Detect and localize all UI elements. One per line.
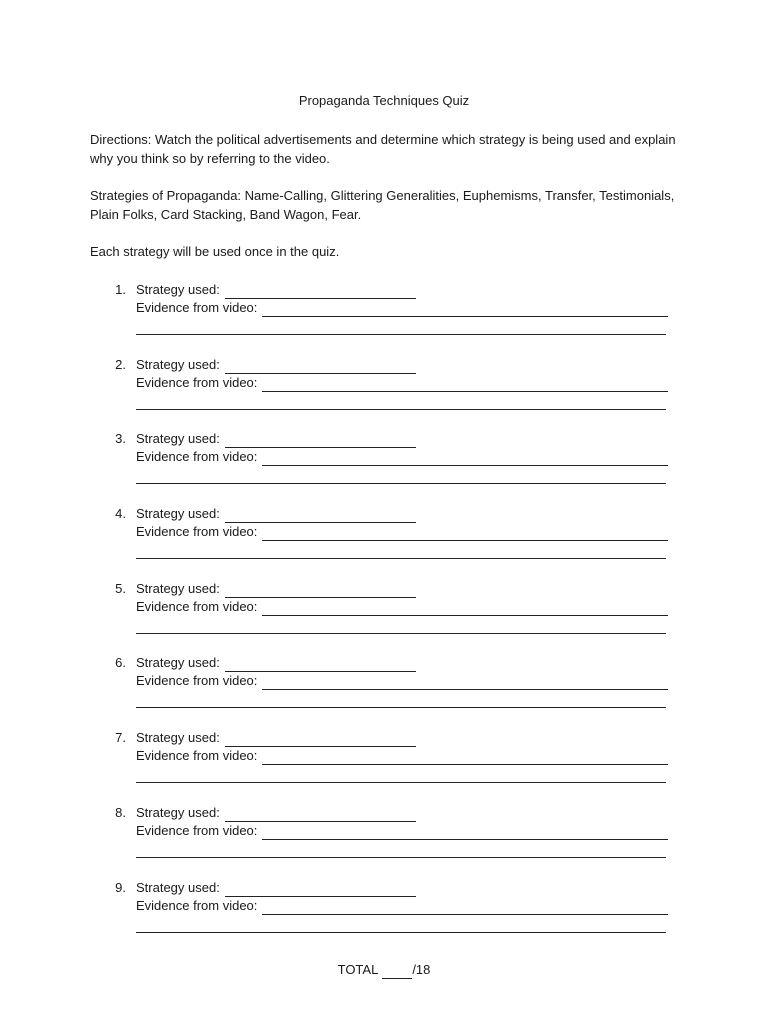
each-strategy-note: Each strategy will be used once in the quiz. xyxy=(90,244,340,259)
question-item xyxy=(0,654,768,729)
strategy-label: Strategy used: xyxy=(136,282,220,297)
question-item xyxy=(0,430,768,505)
question-item xyxy=(0,580,768,655)
question-number: 2. xyxy=(115,356,126,372)
total-score-blank[interactable] xyxy=(382,964,412,979)
strategy-answer-blank[interactable] xyxy=(225,508,416,523)
strategy-label: Strategy used: xyxy=(136,356,220,372)
evidence-label: Evidence from video: xyxy=(136,673,258,689)
evidence-label: Evidence from video: xyxy=(136,598,258,614)
directions-text: Directions: Watch the political advertisements and determine which strategy is being used and explain why you think so by referring to the video. xyxy=(90,132,676,166)
strategy-answer-blank[interactable] xyxy=(225,433,416,448)
evidence-label: Evidence from video: xyxy=(136,524,258,540)
evidence-continuation-blank[interactable] xyxy=(136,932,666,933)
strategy-label: Strategy used: xyxy=(136,580,220,596)
evidence-answer-blank[interactable] xyxy=(262,377,668,392)
evidence-continuation-blank[interactable] xyxy=(136,857,666,858)
question-item xyxy=(0,729,768,804)
evidence-continuation-blank[interactable] xyxy=(136,707,666,708)
strategy-answer-blank[interactable] xyxy=(225,807,416,822)
strategy-answer-blank[interactable] xyxy=(225,284,416,299)
question-number: 8. xyxy=(115,804,126,820)
evidence-answer-blank[interactable] xyxy=(262,601,668,616)
evidence-continuation-blank[interactable] xyxy=(136,558,666,559)
evidence-continuation-blank[interactable] xyxy=(136,334,666,335)
question-number: 5. xyxy=(115,580,126,596)
evidence-label: Evidence from video: xyxy=(136,449,258,465)
strategy-label: Strategy used: xyxy=(136,730,220,746)
question-number: 9. xyxy=(115,879,126,895)
evidence-continuation-blank[interactable] xyxy=(136,633,666,634)
strategy-answer-blank[interactable] xyxy=(225,732,416,747)
total-label: TOTAL xyxy=(337,962,379,977)
evidence-answer-blank[interactable] xyxy=(262,675,668,690)
evidence-label: Evidence from video: xyxy=(136,748,258,764)
question-number: 7. xyxy=(115,730,126,746)
question-item xyxy=(0,879,768,954)
evidence-answer-blank[interactable] xyxy=(262,750,668,765)
question-list xyxy=(0,281,768,953)
strategy-answer-blank[interactable] xyxy=(225,657,416,672)
question-number: 3. xyxy=(115,431,126,447)
evidence-label: Evidence from video: xyxy=(136,822,258,838)
question-number: 6. xyxy=(115,655,126,671)
strategy-answer-blank[interactable] xyxy=(225,882,416,897)
total-denominator: /18 xyxy=(412,962,431,977)
evidence-continuation-blank[interactable] xyxy=(136,483,666,484)
strategy-label: Strategy used: xyxy=(136,431,220,447)
evidence-label: Evidence from video: xyxy=(136,897,258,913)
evidence-label: Evidence from video: xyxy=(136,374,258,390)
evidence-answer-blank[interactable] xyxy=(262,526,668,541)
evidence-continuation-blank[interactable] xyxy=(136,409,666,410)
strategies-list-text: Strategies of Propaganda: Name-Calling, Glittering Generalities, Euphemisms, Transfer, Testimonials, Plain Folks, Card Stacking, Band Wagon, Fear. xyxy=(90,188,675,222)
evidence-answer-blank[interactable] xyxy=(262,825,668,840)
question-number: 1. xyxy=(115,282,126,297)
strategy-answer-blank[interactable] xyxy=(225,359,416,374)
evidence-answer-blank[interactable] xyxy=(262,302,668,317)
page-title: Propaganda Techniques Quiz xyxy=(298,93,470,108)
strategy-label: Strategy used: xyxy=(136,506,220,522)
strategy-label: Strategy used: xyxy=(136,655,220,671)
strategy-label: Strategy used: xyxy=(136,879,220,895)
question-number: 4. xyxy=(115,506,126,522)
question-item xyxy=(0,804,768,879)
strategy-answer-blank[interactable] xyxy=(225,583,416,598)
question-item xyxy=(0,281,768,356)
strategy-label: Strategy used: xyxy=(136,804,220,820)
question-item xyxy=(0,356,768,431)
evidence-answer-blank[interactable] xyxy=(262,451,668,466)
evidence-label: Evidence from video: xyxy=(136,300,258,315)
evidence-continuation-blank[interactable] xyxy=(136,782,666,783)
total-score xyxy=(0,961,768,979)
question-item xyxy=(0,505,768,580)
evidence-answer-blank[interactable] xyxy=(262,900,668,915)
